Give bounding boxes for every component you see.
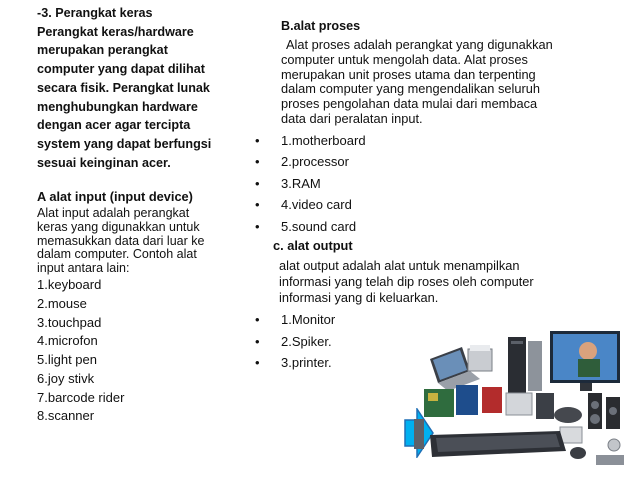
- intro-line: -3. Perangkat keras: [37, 6, 153, 20]
- input-device-list: [37, 276, 242, 426]
- intro-line: secara fisik. Perangkat lunak: [37, 80, 210, 95]
- list-item-label: 4.video card: [281, 197, 352, 213]
- right-column: [255, 18, 595, 374]
- proses-device-list: [255, 130, 595, 238]
- proses-desc-line: dalam computer yang mengendalikan seluruh: [281, 81, 540, 97]
- intro-line: menghubungkan hardware: [37, 99, 198, 114]
- input-desc-line: memasukkan data dari luar ke: [37, 233, 205, 248]
- proses-desc-line: computer untuk mengolah data. Alat proses: [281, 51, 528, 67]
- proses-desc-line: proses pengolahan data mulai dari membaca: [281, 96, 538, 112]
- list-item: 6.joy stivk: [37, 370, 95, 386]
- output-desc-line: informasi yang di keluarkan.: [279, 290, 439, 306]
- intro-line: system yang dapat berfungsi: [37, 136, 212, 151]
- output-desc-line: informasi yang telah dip roses oleh computer: [279, 274, 534, 290]
- list-item: 2.mouse: [37, 296, 87, 311]
- intro-line: merupakan perangkat: [37, 43, 168, 58]
- intro-line: sesuai keinginan acer.: [37, 155, 171, 170]
- input-desc-line: dalam computer. Contoh alat: [37, 247, 197, 262]
- left-column: [37, 4, 242, 426]
- bullet-icon: •: [255, 355, 260, 371]
- bullet-icon: •: [255, 175, 260, 191]
- intro-line: Perangkat keras/hardware: [37, 24, 194, 39]
- bullet-icon: •: [255, 197, 260, 213]
- printer-image: [468, 345, 492, 371]
- speakers-image: [588, 393, 620, 429]
- proses-desc-line: Alat proses adalah perangkat yang digunakkan: [286, 37, 553, 52]
- list-item-label: 2.processor: [281, 154, 349, 170]
- proses-description: [281, 38, 595, 127]
- output-description: [279, 258, 595, 306]
- list-item: 5.light pen: [37, 352, 97, 368]
- bullet-icon: •: [255, 218, 260, 234]
- monitor-image: [550, 331, 620, 391]
- input-description: [37, 207, 242, 275]
- list-item-label: 5.sound card: [281, 218, 357, 234]
- list-item: 4.microfon: [37, 333, 98, 349]
- input-desc-line: input antara lain:: [37, 260, 130, 275]
- keyboard-image: [430, 431, 566, 457]
- list-item: 1.keyboard: [37, 277, 102, 293]
- list-item: [255, 194, 595, 216]
- output-desc-line: alat output adalah alat untuk menampilkan: [279, 258, 520, 274]
- output-heading: c. alat output: [273, 238, 353, 254]
- list-item-label: 1.Monitor: [281, 312, 336, 328]
- input-heading: A alat input (input device): [37, 189, 193, 205]
- list-item-label: 3.printer.: [281, 355, 332, 371]
- list-item: 7.barcode rider: [37, 389, 125, 405]
- list-item: [255, 130, 595, 152]
- tower-case-image: [508, 337, 542, 393]
- list-item-label: 2.Spiker.: [281, 333, 332, 349]
- proses-desc-line: merupakan unit proses utama dan terpenting: [281, 66, 536, 82]
- list-item: [255, 173, 595, 195]
- intro-line: dengan acer agar tercipta: [37, 118, 191, 133]
- proses-heading: B.alat proses: [281, 19, 361, 33]
- bullet-icon: •: [255, 333, 260, 349]
- list-item: 3.touchpad: [37, 314, 102, 330]
- list-item-label: 1.motherboard: [281, 132, 366, 148]
- list-item-label: 3.RAM: [281, 175, 321, 191]
- bullet-icon: •: [255, 312, 260, 328]
- list-item: [255, 216, 595, 238]
- proses-desc-line: data dari peralatan input.: [281, 110, 423, 126]
- input-desc-line: keras yang digunakkan untuk: [37, 219, 200, 234]
- list-item: 8.scanner: [37, 408, 95, 424]
- intro-paragraph: [37, 4, 242, 172]
- mouse-image: [570, 447, 586, 459]
- input-desc-line: Alat input adalah perangkat: [37, 206, 190, 221]
- bullet-icon: •: [255, 154, 260, 170]
- intro-line: computer yang dapat dilihat: [37, 62, 205, 77]
- computer-hardware-collage: [410, 327, 628, 469]
- bullet-icon: •: [255, 132, 260, 148]
- list-item: [255, 151, 595, 173]
